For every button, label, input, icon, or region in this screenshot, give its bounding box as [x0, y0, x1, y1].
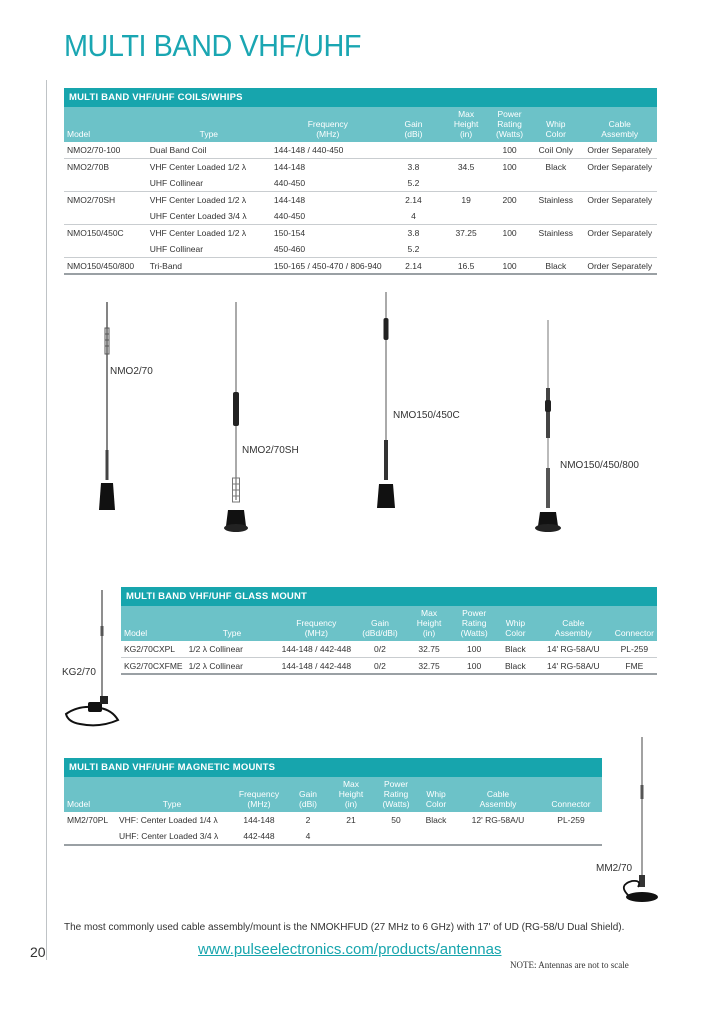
col-header-whip-color: Whip Color [496, 606, 535, 641]
magnetic-mount-table [64, 777, 602, 846]
table-cell: Dual Band Coil [147, 142, 271, 159]
table-cell: 0/2 [354, 641, 405, 658]
scale-note: NOTE: Antennas are not to scale [510, 960, 629, 970]
table-cell: UHF Center Loaded 3/4 λ [147, 208, 271, 225]
table-cell [540, 829, 602, 846]
table-cell [490, 175, 529, 192]
table-cell: UHF: Center Loaded 3/4 λ [116, 829, 228, 846]
coils-whips-title: MULTI BAND VHF/UHF COILS/WHIPS [64, 88, 657, 107]
table-cell: 0/2 [354, 658, 405, 675]
table-cell: 144-148 / 442-448 [278, 641, 354, 658]
table-cell: 100 [453, 658, 496, 675]
table-cell: 442-448 [228, 829, 290, 846]
nmo2-70-antenna-image [95, 300, 119, 520]
table-cell: VHF: Center Loaded 1/4 λ [119, 815, 218, 826]
table-cell [582, 175, 657, 192]
table-cell: 100 [502, 228, 517, 238]
table-cell: Order Separately [587, 228, 653, 238]
col-header-frequency: Frequency (MHz) [278, 606, 354, 641]
table-row [64, 208, 657, 225]
mm2-70-label: MM2/70 [596, 863, 633, 874]
table-cell: KG2/70CXPL [121, 641, 186, 658]
table-cell: PL-259 [612, 641, 657, 658]
table-cell: 144-148 / 442-448 [278, 658, 354, 675]
table-cell: 2.14 [385, 258, 443, 275]
col-header-power: Power Rating (Watts) [376, 777, 416, 812]
table-row [64, 159, 657, 176]
col-header-frequency: Frequency (MHz) [271, 107, 385, 142]
table-cell: VHF Center Loaded 1/2 λ [149, 228, 247, 238]
col-header-type: Type [147, 107, 271, 142]
table-cell: 100 [490, 142, 529, 159]
table-row [64, 812, 602, 829]
glass-mount-title: MULTI BAND VHF/UHF GLASS MOUNT [121, 587, 657, 606]
table-cell: 150-154 [273, 228, 306, 238]
table-cell: 37.25 [455, 228, 477, 238]
table-row [64, 829, 602, 846]
table-cell: Black [425, 815, 447, 826]
products-url-link[interactable]: www.pulseelectronics.com/products/antennas [198, 941, 502, 958]
table-cell: NMO150/450/800 [64, 258, 147, 275]
table-cell: 2 [305, 815, 311, 826]
table-cell: 1/2 λ Collinear [186, 658, 279, 675]
cable-footnote: The most commonly used cable assembly/mount is the NMOKHFUD (27 MHz to 6 GHz) with 17' of UD (RG-58/U Dual Shield). [64, 922, 625, 933]
table-cell [442, 142, 490, 159]
table-cell: 2.14 [405, 195, 422, 205]
table-header-row [64, 777, 602, 812]
table-cell: Order Separately [587, 162, 653, 172]
table-cell: 32.75 [406, 641, 453, 658]
table-cell [64, 175, 147, 192]
kg2-70-antenna-image [60, 588, 130, 738]
table-cell: Black [496, 658, 535, 675]
table-cell [490, 241, 529, 258]
coils-whips-table [64, 107, 657, 275]
table-row [64, 192, 657, 209]
table-row [121, 658, 657, 675]
table-cell: 144-148 [273, 195, 306, 205]
table-cell [64, 241, 147, 258]
table-cell: Order Separately [582, 142, 657, 159]
table-cell [582, 241, 657, 258]
left-margin-rule [46, 80, 47, 960]
table-cell: NMO150/450C [67, 228, 124, 238]
table-cell: 450-460 [271, 241, 385, 258]
col-header-cable-assembly: Cable Assembly [535, 606, 612, 641]
table-cell: UHF Collinear [147, 241, 271, 258]
col-header-height: Max Height (in) [326, 777, 376, 812]
table-cell: Tri-Band [147, 258, 271, 275]
table-cell [529, 208, 582, 225]
nmo150-450c-label: NMO150/450C [393, 410, 460, 421]
table-cell [442, 241, 490, 258]
col-header-gain: Gain (dBi) [385, 107, 443, 142]
table-cell: 3.8 [407, 228, 420, 238]
col-header-connector: Connector [612, 606, 657, 641]
table-cell: Black [545, 162, 567, 172]
table-cell: NMO2/70SH [67, 195, 116, 205]
mm2-70-antenna-image [608, 735, 664, 911]
table-cell: 144-148 [243, 815, 275, 826]
table-cell [529, 241, 582, 258]
table-cell: 5.2 [385, 175, 443, 192]
nmo150-450c-antenna-image [372, 290, 400, 515]
table-row [121, 641, 657, 658]
table-cell: UHF Collinear [147, 175, 271, 192]
table-cell [529, 175, 582, 192]
table-cell [490, 208, 529, 225]
table-cell: 21 [346, 815, 356, 826]
table-cell: 100 [502, 162, 517, 172]
kg2-70-label: KG2/70 [62, 667, 96, 678]
table-row [64, 175, 657, 192]
table-cell: 12' RG-58A/U [471, 815, 525, 826]
table-cell: Order Separately [582, 258, 657, 275]
table-row [64, 142, 657, 159]
glass-mount-table [121, 606, 657, 675]
table-cell: 200 [502, 195, 517, 205]
table-row [64, 225, 657, 242]
table-cell: 19 [461, 195, 471, 205]
col-header-type: Type [116, 777, 228, 812]
table-cell [442, 175, 490, 192]
col-header-height: Max Height (in) [406, 606, 453, 641]
table-cell: 34.5 [457, 162, 475, 172]
table-cell: 32.75 [406, 658, 453, 675]
magnetic-mount-title: MULTI BAND VHF/UHF MAGNETIC MOUNTS [64, 758, 602, 777]
table-cell: 1/2 λ Collinear [186, 641, 279, 658]
table-cell [385, 142, 443, 159]
col-header-cable-assembly: Cable Assembly [582, 107, 657, 142]
table-cell: FME [612, 658, 657, 675]
col-header-gain: Gain (dBi) [290, 777, 326, 812]
table-header-row [121, 606, 657, 641]
nmo2-70-label: NMO2/70 [110, 366, 153, 377]
glass-mount-section [121, 587, 657, 675]
page-number: 20 [30, 944, 46, 960]
table-cell: 14' RG-58A/U [535, 658, 612, 675]
table-cell: Stainless [538, 195, 574, 205]
table-cell: 4 [385, 208, 443, 225]
col-header-connector: Connector [540, 777, 602, 812]
col-header-whip-color: Whip Color [416, 777, 456, 812]
table-cell: VHF Center Loaded 1/2 λ [149, 162, 247, 172]
table-cell: Black [529, 258, 582, 275]
table-cell: 100 [490, 258, 529, 275]
table-row [64, 258, 657, 275]
table-header-row [64, 107, 657, 142]
table-cell: Black [496, 641, 535, 658]
table-cell: VHF Center Loaded 1/2 λ [149, 195, 247, 205]
table-cell: 5.2 [385, 241, 443, 258]
table-cell [376, 829, 416, 846]
col-header-model: Model [121, 606, 186, 641]
table-cell: 150-165 / 450-470 / 806-940 [271, 258, 385, 275]
table-cell [456, 829, 540, 846]
table-cell: MM2/70PL [67, 815, 109, 826]
col-header-cable-assembly: Cable Assembly [456, 777, 540, 812]
magnetic-mount-section [64, 758, 602, 846]
table-row [64, 241, 657, 258]
table-cell: Stainless [538, 228, 574, 238]
col-header-model: Model [64, 777, 116, 812]
col-header-power: Power Rating (Watts) [490, 107, 529, 142]
table-cell [326, 829, 376, 846]
table-cell [416, 829, 456, 846]
nmo150-450-800-antenna-image [530, 318, 566, 533]
page-title: MULTI BAND VHF/UHF [64, 28, 362, 63]
table-cell: 144-148 [273, 162, 306, 172]
col-header-gain: Gain (dBd/dBi) [354, 606, 405, 641]
table-cell [64, 829, 116, 846]
table-cell: KG2/70CXFME [121, 658, 186, 675]
table-cell: 3.8 [407, 162, 420, 172]
table-cell: PL-259 [557, 815, 585, 826]
table-cell: 4 [290, 829, 326, 846]
table-cell: NMO2/70B [67, 162, 110, 172]
nmo2-70sh-antenna-image [218, 300, 254, 535]
col-header-whip-color: Whip Color [529, 107, 582, 142]
table-cell: 16.5 [442, 258, 490, 275]
col-header-frequency: Frequency (MHz) [228, 777, 290, 812]
table-cell: 100 [453, 641, 496, 658]
col-header-power: Power Rating (Watts) [453, 606, 496, 641]
table-cell: NMO2/70-100 [64, 142, 147, 159]
nmo2-70sh-label: NMO2/70SH [242, 445, 299, 456]
table-cell: 440-450 [271, 208, 385, 225]
table-cell: 14' RG-58A/U [535, 641, 612, 658]
col-header-model: Model [64, 107, 147, 142]
col-header-type: Type [186, 606, 279, 641]
table-cell: 440-450 [271, 175, 385, 192]
nmo150-450-800-label: NMO150/450/800 [560, 460, 639, 471]
table-cell: 144-148 / 440-450 [271, 142, 385, 159]
coils-whips-section [64, 88, 657, 275]
col-header-height: Max Height (in) [442, 107, 490, 142]
table-cell [442, 208, 490, 225]
table-cell [64, 208, 147, 225]
table-cell: Order Separately [587, 195, 653, 205]
table-cell: Coil Only [529, 142, 582, 159]
table-cell: 50 [391, 815, 401, 826]
table-cell [582, 208, 657, 225]
